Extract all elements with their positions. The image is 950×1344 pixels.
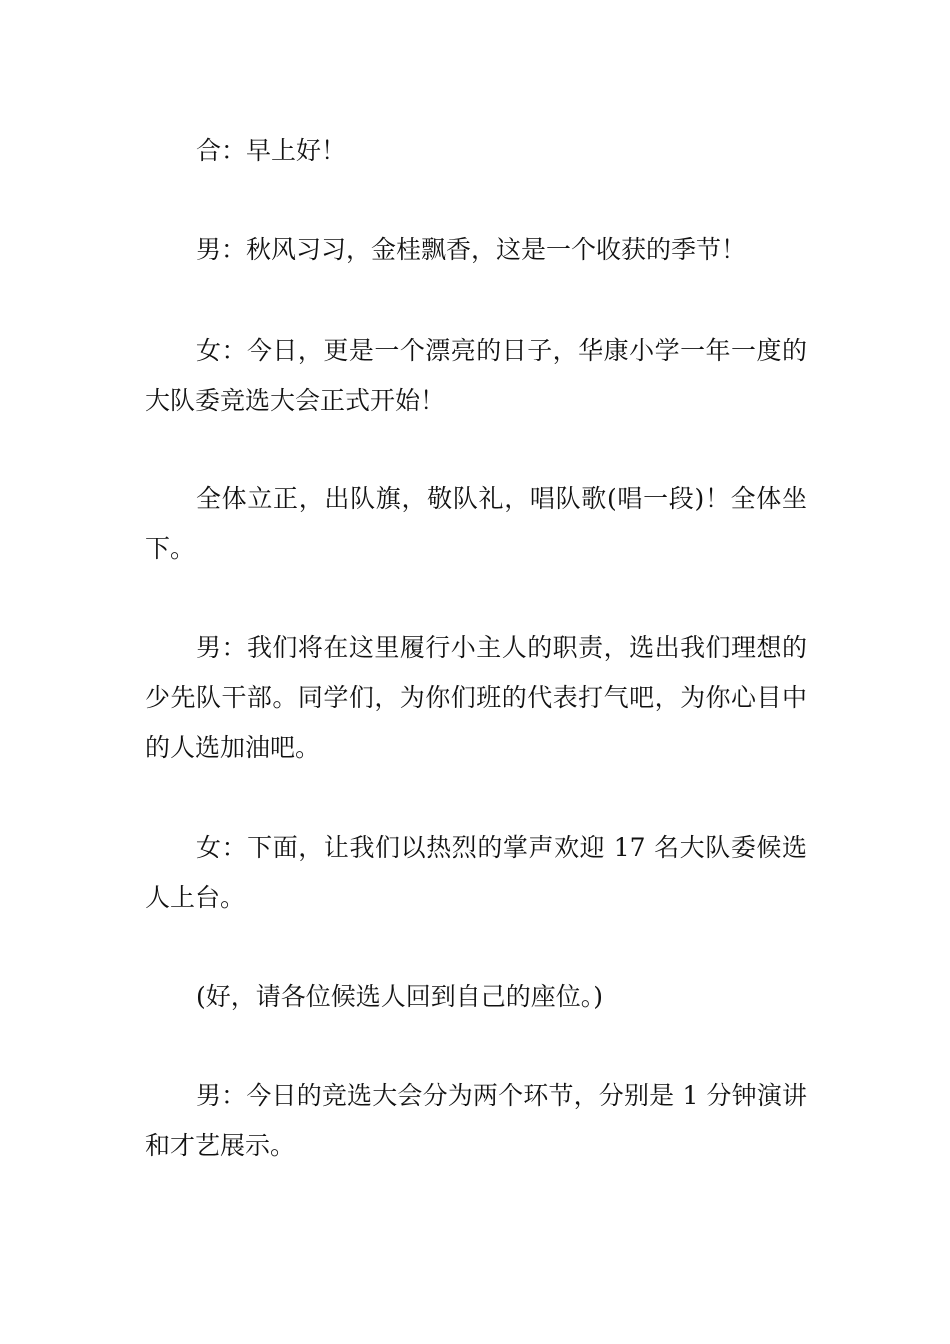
paragraph-welcome-candidates: 女：下面，让我们以热烈的掌声欢迎 17 名大队委候选人上台。 — [145, 833, 807, 912]
paragraph-agenda: 男：今日的竞选大会分为两个环节，分别是 1 分钟演讲和才艺展示。 — [145, 1081, 807, 1160]
paragraph-return-seats: (好，请各位候选人回到自己的座位。) — [196, 982, 604, 1011]
paragraph-ceremony: 全体立正，出队旗，敬队礼，唱队歌(唱一段)！全体坐下。 — [145, 484, 807, 563]
paragraph-duty: 男：我们将在这里履行小主人的职责，选出我们理想的少先队干部。同学们，为你们班的代表打气吧，为你心目中的人选加油吧。 — [145, 633, 807, 762]
paragraph-opening: 女：今日，更是一个漂亮的日子，华康小学一年一度的大队委竞选大会正式开始！ — [145, 336, 807, 415]
paragraph-autumn: 男：秋风习习，金桂飘香，这是一个收获的季节！ — [196, 235, 747, 264]
paragraph-greeting: 合：早上好！ — [196, 136, 347, 165]
